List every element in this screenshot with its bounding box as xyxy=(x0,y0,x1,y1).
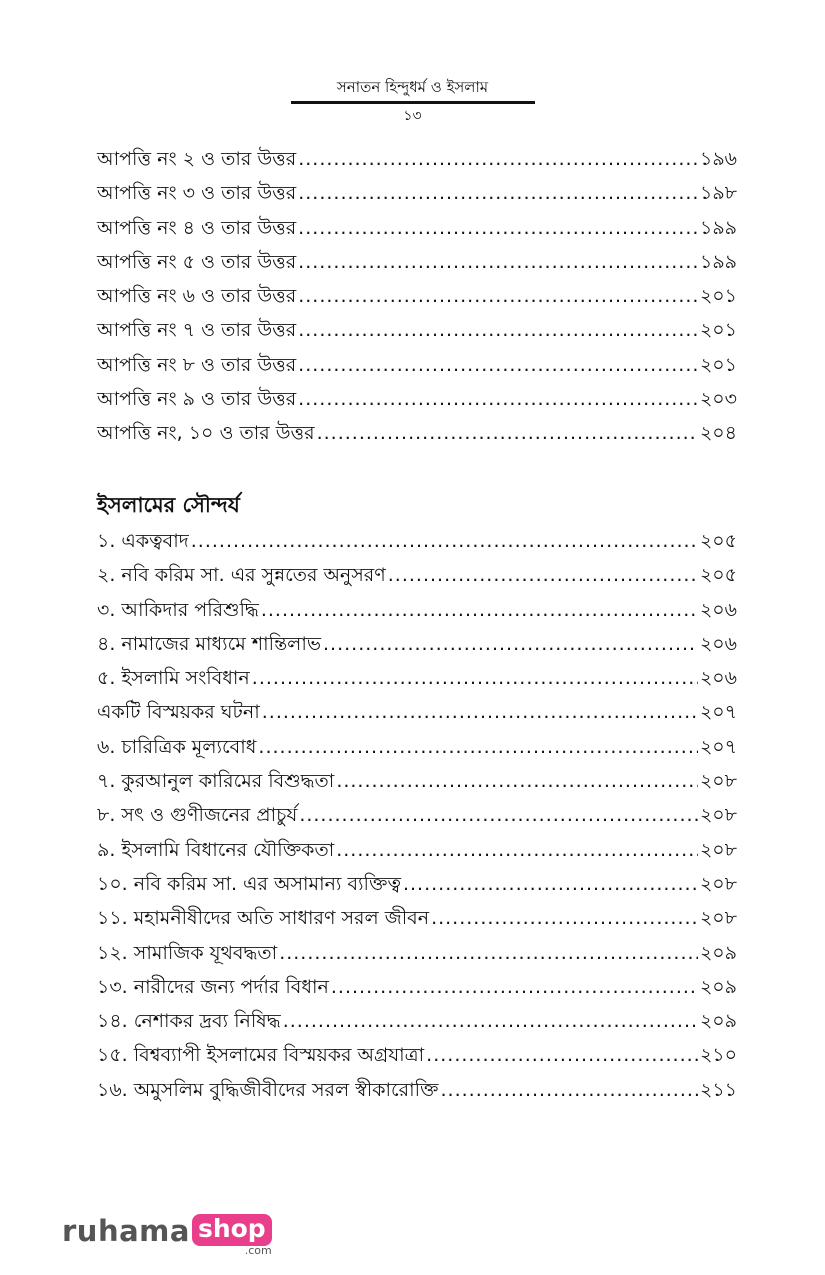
toc-leader-dots xyxy=(431,907,698,929)
toc-entry-title: আপত্তি নং ৬ ও তার উত্তর xyxy=(97,285,297,308)
toc-entry-title: একটি বিস্ময়কর ঘটনা xyxy=(97,701,260,724)
toc-entry xyxy=(97,939,737,973)
toc-entry-title: ২. নবি করিম সা. এর সুন্নতের অনুসরণ xyxy=(97,564,386,587)
toc-entry-title: ৩. আকিদার পরিশুদ্ধি xyxy=(97,598,259,621)
toc-entry xyxy=(97,630,737,664)
toc-entry-title: ১৪. নেশাকর দ্রব্য নিষিদ্ধ xyxy=(97,1010,281,1033)
toc-entry-page: ২০৮ xyxy=(699,907,737,930)
toc-leader-dots xyxy=(298,182,698,204)
toc-entry-title: আপত্তি নং, ১০ ও তার উত্তর xyxy=(97,422,315,445)
toc-leader-dots xyxy=(336,770,698,792)
toc-entry-page: ২১১ xyxy=(699,1078,737,1101)
toc-entry xyxy=(97,767,737,801)
toc-entry xyxy=(97,973,737,1007)
toc-entry-page: ২০৮ xyxy=(699,838,737,861)
toc-entry-page: ১৯৯ xyxy=(700,216,737,239)
toc-entry-page: ২০৬ xyxy=(699,598,737,621)
toc-entry-page: ২০৬ xyxy=(699,667,737,690)
toc-leader-dots xyxy=(298,148,698,170)
toc-entry-page: ২০৫ xyxy=(699,564,737,587)
logo-shop-group xyxy=(190,1214,272,1257)
toc-leader-dots xyxy=(403,873,698,895)
toc-entry-page: ২০৭ xyxy=(699,701,737,724)
toc-leader-dots xyxy=(262,701,698,723)
toc-entry-page: ২০৯ xyxy=(699,941,737,964)
toc-entry-page: ২০৩ xyxy=(699,388,737,411)
toc-entry-page: ২০১ xyxy=(699,285,737,308)
toc-leader-dots xyxy=(336,839,698,861)
toc-entry-page: ২০৯ xyxy=(699,1010,737,1033)
toc-leader-dots xyxy=(388,564,698,586)
toc-entry-title: ৪. নামাজের মাধ্যমে শান্তিলাভ xyxy=(97,632,321,655)
toc-entry-page: ২০৮ xyxy=(699,804,737,827)
toc-entry xyxy=(97,282,737,316)
toc-leader-dots xyxy=(298,251,698,273)
toc-leader-dots xyxy=(258,736,698,758)
toc-entry-title: ১৩. নারীদের জন্য পর্দার বিধান xyxy=(97,975,329,998)
logo-text-shop: shop xyxy=(192,1214,272,1246)
toc-list-objections xyxy=(97,145,737,454)
ruhamashop-logo xyxy=(62,1214,272,1257)
toc-entry-page: ২০৮ xyxy=(699,872,737,895)
running-header xyxy=(0,76,825,126)
toc-entry-page: ১৯৬ xyxy=(699,148,737,170)
toc-entry xyxy=(97,698,737,732)
toc-entry xyxy=(97,385,737,419)
toc-entry xyxy=(97,179,737,213)
toc-entry-title: ১৫. বিশ্বব্যাপী ইসলামের বিস্ময়কর অগ্রযাত্রা xyxy=(97,1044,425,1067)
toc-entry-page: ২০৪ xyxy=(699,422,737,445)
toc-entry-page: ১৯৮ xyxy=(700,182,737,205)
logo-text-ruhama: ruhama xyxy=(62,1214,190,1248)
header-divider xyxy=(291,101,535,104)
toc-entry xyxy=(97,214,737,248)
toc-leader-dots xyxy=(298,285,698,307)
section-heading: ইসলামের সৌন্দর্য xyxy=(97,493,240,517)
toc-entry-page: ২০৫ xyxy=(699,530,737,552)
toc-leader-dots xyxy=(331,976,698,998)
toc-entry xyxy=(97,1076,737,1110)
toc-entry-title: ৫. ইসলামি সংবিধান xyxy=(97,667,250,690)
toc-entry-page: ২০৬ xyxy=(699,632,737,655)
toc-entry-title: আপত্তি নং ৫ ও তার উত্তর xyxy=(97,250,297,273)
toc-entry-title: আপত্তি নং ৩ ও তার উত্তর xyxy=(97,182,297,205)
toc-entry-title: ১. একত্ববাদ xyxy=(97,530,189,552)
toc-leader-dots xyxy=(191,530,698,552)
toc-entry-title: আপত্তি নং ২ ও তার উত্তর xyxy=(97,148,297,170)
toc-entry xyxy=(97,1007,737,1041)
toc-leader-dots xyxy=(299,804,698,826)
toc-leader-dots xyxy=(279,942,698,964)
toc-leader-dots xyxy=(323,633,698,655)
toc-leader-dots xyxy=(298,388,698,410)
toc-entry-title: আপত্তি নং ৮ ও তার উত্তর xyxy=(97,353,297,376)
toc-entry xyxy=(97,351,737,385)
toc-entry-page: ২১০ xyxy=(699,1044,737,1067)
toc-entry-title: ৭. কুরআনুল কারিমের বিশুদ্ধতা xyxy=(97,770,335,793)
toc-entry xyxy=(97,316,737,350)
toc-entry-title: আপত্তি নং ৪ ও তার উত্তর xyxy=(97,216,297,239)
toc-entry-page: ২০১ xyxy=(699,319,737,342)
toc-leader-dots xyxy=(441,1079,698,1101)
toc-entry xyxy=(97,836,737,870)
toc-entry xyxy=(97,561,737,595)
toc-leader-dots xyxy=(252,667,698,689)
toc-leader-dots xyxy=(298,217,698,239)
toc-entry xyxy=(97,870,737,904)
toc-entry-title: আপত্তি নং ৯ ও তার উত্তর xyxy=(97,388,297,411)
toc-entry xyxy=(97,801,737,835)
toc-entry-title: ১১. মহামনীষীদের অতি সাধারণ সরল জীবন xyxy=(97,907,430,930)
toc-entry-page: ২০১ xyxy=(699,353,737,376)
page-number: ১৩ xyxy=(403,108,422,124)
toc-entry xyxy=(97,733,737,767)
toc-entry xyxy=(97,248,737,282)
logo-text-com: .com xyxy=(244,1244,272,1257)
toc-entry xyxy=(97,664,737,698)
toc-entry-page: ২০৮ xyxy=(699,770,737,793)
toc-entry xyxy=(97,419,737,453)
toc-leader-dots xyxy=(261,599,698,621)
toc-leader-dots xyxy=(298,354,698,376)
toc-entry-page: ২০৯ xyxy=(699,975,737,998)
toc-leader-dots xyxy=(317,422,698,444)
toc-entry-title: ৬. চারিত্রিক মূল্যবোধ xyxy=(97,735,257,758)
toc-entry-page: ২০৭ xyxy=(699,735,737,758)
toc-entry-title: ১৬. অমুসলিম বুদ্ধিজীবীদের সরল স্বীকারোক্তি xyxy=(97,1078,439,1101)
toc-list-beauty-of-islam xyxy=(97,527,737,1110)
toc-leader-dots xyxy=(298,319,698,341)
toc-leader-dots xyxy=(426,1044,698,1066)
toc-entry xyxy=(97,596,737,630)
book-title: সনাতন হিন্দুধর্ম ও ইসলাম xyxy=(336,78,489,96)
toc-entry-title: ১০. নবি করিম সা. এর অসামান্য ব্যক্তিত্ব xyxy=(97,872,401,895)
toc-leader-dots xyxy=(283,1010,698,1032)
toc-entry-title: ৮. সৎ ও গুণীজনের প্রাচুর্য xyxy=(97,804,298,827)
toc-entry-title: ১২. সামাজিক যূথবদ্ধতা xyxy=(97,941,278,964)
toc-entry xyxy=(97,904,737,938)
toc-entry-page: ১৯৯ xyxy=(700,250,737,273)
toc-entry xyxy=(97,1041,737,1075)
toc-entry-title: আপত্তি নং ৭ ও তার উত্তর xyxy=(97,319,297,342)
toc-entry-title: ৯. ইসলামি বিধানের যৌক্তিকতা xyxy=(97,838,335,861)
toc-entry xyxy=(97,145,737,179)
toc-entry xyxy=(97,527,737,561)
